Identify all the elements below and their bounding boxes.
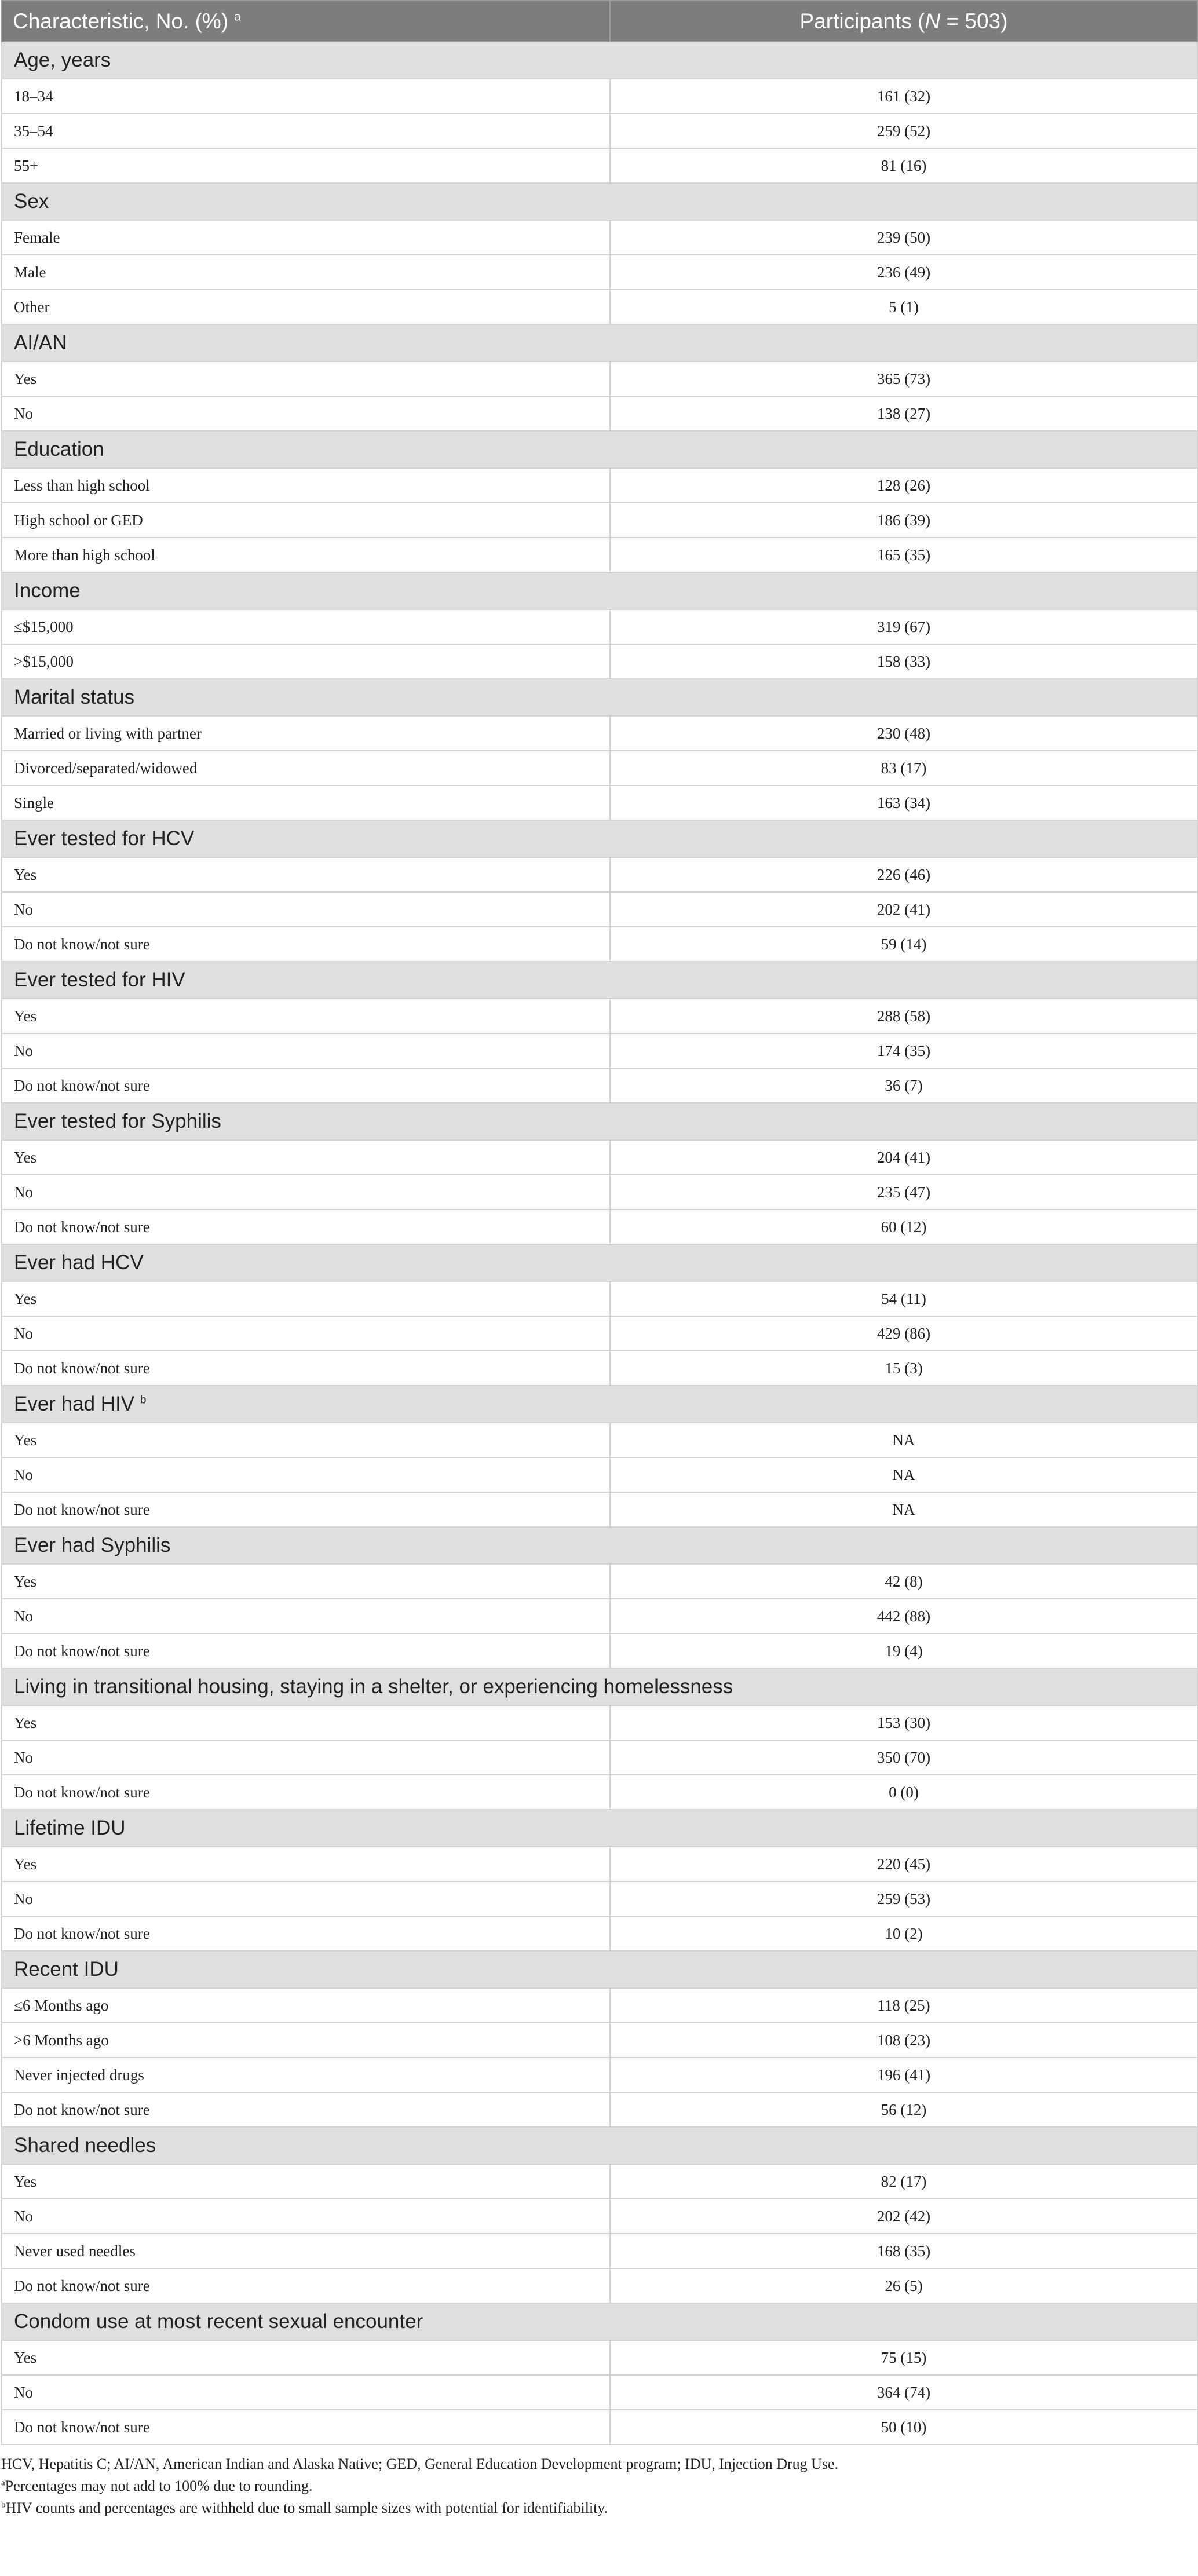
- row-label: No: [2, 1457, 610, 1492]
- row-value: 226 (46): [610, 857, 1197, 892]
- table-body: [2, 42, 1197, 2445]
- section-title: Ever had Syphilis: [14, 1534, 171, 1556]
- section-header-row: [2, 1951, 1197, 1988]
- row-label: Yes: [2, 1564, 610, 1599]
- characteristic-column-header: [2, 1, 610, 42]
- row-value: 204 (41): [610, 1140, 1197, 1175]
- participants-header-prefix: Participants (: [799, 9, 925, 33]
- section-header-row: [2, 1386, 1197, 1423]
- table-row: [2, 644, 1197, 679]
- table-row: [2, 1775, 1197, 1810]
- table-row: [2, 1634, 1197, 1668]
- section-header-cell: [2, 1103, 1197, 1140]
- row-label: Never used needles: [2, 2234, 610, 2268]
- table-row: [2, 857, 1197, 892]
- table-row: [2, 1457, 1197, 1492]
- section-header-cell: [2, 572, 1197, 609]
- participants-n-symbol: N: [925, 9, 941, 33]
- row-label: Do not know/not sure: [2, 1210, 610, 1244]
- row-value: 10 (2): [610, 1916, 1197, 1951]
- footnote-text: HCV, Hepatitis C; AI/AN, American Indian and Alaska Native; GED, General Education Development program; IDU, Injection Drug Use.: [1, 2456, 839, 2472]
- row-label: Male: [2, 255, 610, 290]
- table-row: [2, 255, 1197, 290]
- characteristics-table: [1, 0, 1198, 2445]
- row-value: 319 (67): [610, 609, 1197, 644]
- table-row: [2, 2268, 1197, 2303]
- row-label: Female: [2, 220, 610, 255]
- row-value: 196 (41): [610, 2058, 1197, 2092]
- section-header-row: [2, 962, 1197, 999]
- table-row: [2, 1316, 1197, 1351]
- section-title: Income: [14, 579, 81, 602]
- row-value: 259 (52): [610, 114, 1197, 148]
- section-title: Lifetime IDU: [14, 1817, 126, 1839]
- table-row: [2, 2234, 1197, 2268]
- table-row: [2, 538, 1197, 572]
- table-row: [2, 1564, 1197, 1599]
- row-value: 19 (4): [610, 1634, 1197, 1668]
- section-header-row: [2, 1527, 1197, 1564]
- table-row: [2, 609, 1197, 644]
- table-row: [2, 1423, 1197, 1457]
- row-label: Do not know/not sure: [2, 1492, 610, 1527]
- row-value: 230 (48): [610, 716, 1197, 751]
- row-value: 202 (42): [610, 2199, 1197, 2234]
- row-label: 55+: [2, 148, 610, 183]
- row-value: 220 (45): [610, 1847, 1197, 1881]
- section-header-cell: [2, 1810, 1197, 1847]
- table-row: [2, 785, 1197, 820]
- row-value: 235 (47): [610, 1175, 1197, 1210]
- row-value: 168 (35): [610, 2234, 1197, 2268]
- table-row: [2, 2199, 1197, 2234]
- section-header-row: [2, 1810, 1197, 1847]
- row-value: 54 (11): [610, 1281, 1197, 1316]
- row-value: 288 (58): [610, 999, 1197, 1033]
- table-row: [2, 2023, 1197, 2058]
- section-title: Living in transitional housing, staying in a shelter, or experiencing homelessness: [14, 1675, 733, 1698]
- table-row: [2, 396, 1197, 431]
- section-title: Marital status: [14, 686, 135, 708]
- table-row: [2, 751, 1197, 785]
- characteristic-header-label: Characteristic, No. (%): [13, 9, 229, 33]
- row-label: No: [2, 1881, 610, 1916]
- section-header-row: [2, 324, 1197, 361]
- section-header-cell: [2, 1244, 1197, 1281]
- section-header-cell: [2, 183, 1197, 220]
- table-row: [2, 927, 1197, 962]
- row-value: 236 (49): [610, 255, 1197, 290]
- row-value: 5 (1): [610, 290, 1197, 324]
- section-header-cell: [2, 962, 1197, 999]
- row-value: 81 (16): [610, 148, 1197, 183]
- section-title: Age, years: [14, 49, 111, 71]
- row-label: Single: [2, 785, 610, 820]
- row-label: ≤6 Months ago: [2, 1988, 610, 2023]
- row-label: No: [2, 1740, 610, 1775]
- row-label: Married or living with partner: [2, 716, 610, 751]
- row-label: No: [2, 2375, 610, 2410]
- row-value: 239 (50): [610, 220, 1197, 255]
- row-label: No: [2, 2199, 610, 2234]
- table-row: [2, 1210, 1197, 1244]
- row-value: NA: [610, 1492, 1197, 1527]
- row-value: 50 (10): [610, 2410, 1197, 2445]
- section-header-row: [2, 572, 1197, 609]
- row-value: 364 (74): [610, 2375, 1197, 2410]
- row-label: No: [2, 396, 610, 431]
- row-value: 60 (12): [610, 1210, 1197, 1244]
- row-label: Do not know/not sure: [2, 1775, 610, 1810]
- row-label: Yes: [2, 999, 610, 1033]
- row-label: Do not know/not sure: [2, 1351, 610, 1386]
- row-value: 165 (35): [610, 538, 1197, 572]
- row-value: 75 (15): [610, 2340, 1197, 2375]
- table-row: [2, 2164, 1197, 2199]
- table-row: [2, 114, 1197, 148]
- section-header-cell: [2, 1527, 1197, 1564]
- row-label: High school or GED: [2, 503, 610, 538]
- row-label: >$15,000: [2, 644, 610, 679]
- table-row: [2, 999, 1197, 1033]
- section-header-cell: [2, 820, 1197, 857]
- row-label: Yes: [2, 2340, 610, 2375]
- table-row: [2, 1492, 1197, 1527]
- section-header-row: [2, 2303, 1197, 2340]
- row-value: 56 (12): [610, 2092, 1197, 2127]
- section-title: Sex: [14, 190, 49, 213]
- row-label: ≤$15,000: [2, 609, 610, 644]
- row-value: 138 (27): [610, 396, 1197, 431]
- row-label: 35–54: [2, 114, 610, 148]
- row-label: Do not know/not sure: [2, 1916, 610, 1951]
- section-title: Shared needles: [14, 2134, 156, 2157]
- section-title: Ever had HCV: [14, 1251, 144, 1274]
- table-row: [2, 1281, 1197, 1316]
- section-title: AI/AN: [14, 331, 67, 354]
- row-value: 153 (30): [610, 1705, 1197, 1740]
- table-header-row: [2, 1, 1197, 42]
- row-value: 82 (17): [610, 2164, 1197, 2199]
- table-row: [2, 1033, 1197, 1068]
- table-row: [2, 1599, 1197, 1634]
- footnote: [1, 2497, 1198, 2519]
- row-label: No: [2, 1599, 610, 1634]
- row-value: 26 (5): [610, 2268, 1197, 2303]
- row-label: Yes: [2, 1281, 610, 1316]
- row-value: 161 (32): [610, 79, 1197, 114]
- row-value: NA: [610, 1423, 1197, 1457]
- row-value: 0 (0): [610, 1775, 1197, 1810]
- row-label: Less than high school: [2, 468, 610, 503]
- section-title: Recent IDU: [14, 1958, 119, 1981]
- section-title: Ever tested for Syphilis: [14, 1110, 221, 1132]
- row-value: 15 (3): [610, 1351, 1197, 1386]
- row-value: 83 (17): [610, 751, 1197, 785]
- footnote: [1, 2453, 1198, 2475]
- row-value: 158 (33): [610, 644, 1197, 679]
- section-header-row: [2, 1668, 1197, 1705]
- footnote-mark: a: [1, 2478, 5, 2488]
- table-row: [2, 290, 1197, 324]
- section-header-row: [2, 820, 1197, 857]
- table-row: [2, 2340, 1197, 2375]
- section-header-cell: [2, 679, 1197, 716]
- row-label: No: [2, 1175, 610, 1210]
- section-header-cell: [2, 1951, 1197, 1988]
- table-row: [2, 716, 1197, 751]
- row-label: Do not know/not sure: [2, 927, 610, 962]
- row-value: 108 (23): [610, 2023, 1197, 2058]
- table-row: [2, 1140, 1197, 1175]
- section-header-cell: [2, 1386, 1197, 1423]
- row-value: 118 (25): [610, 1988, 1197, 2023]
- section-header-row: [2, 2127, 1197, 2164]
- table-row: [2, 2058, 1197, 2092]
- row-value: 365 (73): [610, 361, 1197, 396]
- row-value: 202 (41): [610, 892, 1197, 927]
- table-row: [2, 2375, 1197, 2410]
- section-header-row: [2, 42, 1197, 79]
- row-label: Do not know/not sure: [2, 2092, 610, 2127]
- row-label: More than high school: [2, 538, 610, 572]
- row-value: 36 (7): [610, 1068, 1197, 1103]
- section-title: Education: [14, 438, 104, 461]
- table-row: [2, 79, 1197, 114]
- section-header-row: [2, 183, 1197, 220]
- footnote-text: HIV counts and percentages are withheld due to small sample sizes with potential for identifiability.: [5, 2500, 608, 2516]
- row-label: Do not know/not sure: [2, 1634, 610, 1668]
- row-value: 350 (70): [610, 1740, 1197, 1775]
- section-header-row: [2, 1103, 1197, 1140]
- row-value: 442 (88): [610, 1599, 1197, 1634]
- row-label: Yes: [2, 1423, 610, 1457]
- table-row: [2, 468, 1197, 503]
- row-label: Yes: [2, 2164, 610, 2199]
- row-label: Do not know/not sure: [2, 1068, 610, 1103]
- table-row: [2, 2410, 1197, 2445]
- row-value: 259 (53): [610, 1881, 1197, 1916]
- row-value: 128 (26): [610, 468, 1197, 503]
- row-label: Yes: [2, 1847, 610, 1881]
- row-label: Yes: [2, 857, 610, 892]
- section-title: Condom use at most recent sexual encounter: [14, 2310, 423, 2333]
- table-row: [2, 1740, 1197, 1775]
- row-label: No: [2, 1316, 610, 1351]
- row-label: Divorced/separated/widowed: [2, 751, 610, 785]
- section-header-cell: [2, 431, 1197, 468]
- table-row: [2, 361, 1197, 396]
- section-header-cell: [2, 2303, 1197, 2340]
- table-row: [2, 1881, 1197, 1916]
- table-row: [2, 892, 1197, 927]
- row-label: Do not know/not sure: [2, 2268, 610, 2303]
- row-label: >6 Months ago: [2, 2023, 610, 2058]
- table-row: [2, 503, 1197, 538]
- section-header-cell: [2, 324, 1197, 361]
- footnote: [1, 2475, 1198, 2497]
- section-header-cell: [2, 2127, 1197, 2164]
- table-row: [2, 220, 1197, 255]
- table-row: [2, 1847, 1197, 1881]
- row-label: Do not know/not sure: [2, 2410, 610, 2445]
- section-title: Ever tested for HCV: [14, 827, 195, 850]
- row-label: Never injected drugs: [2, 2058, 610, 2092]
- table-row: [2, 148, 1197, 183]
- row-label: No: [2, 892, 610, 927]
- row-label: Yes: [2, 1140, 610, 1175]
- characteristic-header-footnote-mark: a: [234, 10, 241, 24]
- row-value: 59 (14): [610, 927, 1197, 962]
- section-header-row: [2, 679, 1197, 716]
- section-header-row: [2, 1244, 1197, 1281]
- section-title: Ever had HIV: [14, 1393, 135, 1415]
- table-row: [2, 1916, 1197, 1951]
- row-value: 163 (34): [610, 785, 1197, 820]
- participants-n-value: = 503): [940, 9, 1008, 33]
- table-row: [2, 1705, 1197, 1740]
- row-label: No: [2, 1033, 610, 1068]
- table-footnotes: [1, 2453, 1198, 2519]
- row-label: Other: [2, 290, 610, 324]
- table-row: [2, 1988, 1197, 2023]
- footnote-text: Percentages may not add to 100% due to rounding.: [5, 2478, 313, 2494]
- row-value: 174 (35): [610, 1033, 1197, 1068]
- row-value: 186 (39): [610, 503, 1197, 538]
- footnote-mark: b: [1, 2500, 6, 2510]
- section-header-cell: [2, 1668, 1197, 1705]
- row-value: 42 (8): [610, 1564, 1197, 1599]
- table-row: [2, 2092, 1197, 2127]
- section-title: Ever tested for HIV: [14, 969, 185, 991]
- table-row: [2, 1068, 1197, 1103]
- row-value: 429 (86): [610, 1316, 1197, 1351]
- row-label: 18–34: [2, 79, 610, 114]
- table-row: [2, 1351, 1197, 1386]
- row-label: Yes: [2, 361, 610, 396]
- row-value: NA: [610, 1457, 1197, 1492]
- participants-column-header: [610, 1, 1197, 42]
- section-header-row: [2, 431, 1197, 468]
- row-label: Yes: [2, 1705, 610, 1740]
- section-header-cell: [2, 42, 1197, 79]
- section-footnote-mark: b: [140, 1394, 147, 1406]
- table-row: [2, 1175, 1197, 1210]
